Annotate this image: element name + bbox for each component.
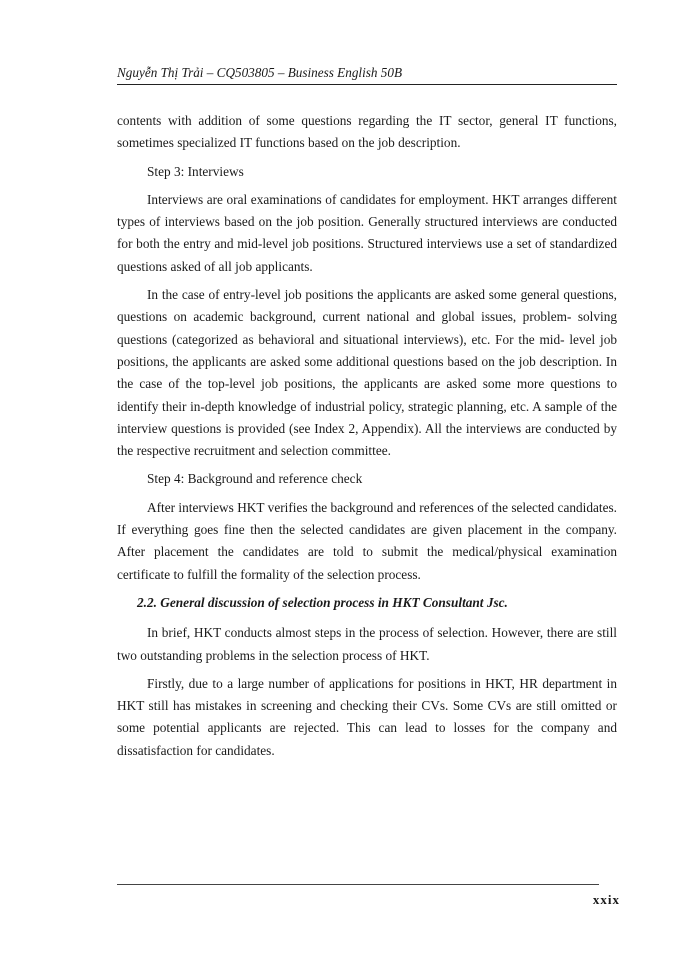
section-heading: 2.2. General discussion of selection process in HKT Consultant Jsc. [137, 594, 508, 610]
paragraph-3: In the case of entry-level job positions the applicants are asked some general questions, questions on academic background, current national and global issues, problem- solving questions (categorized as behavioral and situational interviews), etc. For the mid- level job positions, the applicants are asked some additional questions based on the job description. In the case of the top-level job positions, the applicants are asked some more questions to identify their in-depth knowledge of industrial policy, strategic planning, etc. A sample of the interview questions is provided (see Index 2, Appendix). All the interviews are conducted by the respective recruitment and selection committee. [117, 287, 617, 459]
page-body [117, 110, 617, 768]
paragraph-5: In brief, HKT conducts almost steps in the process of selection. However, there are still two outstanding problems in the selection process of HKT. [117, 625, 617, 663]
paragraph-1: contents with addition of some questions regarding the IT sector, general IT functions, sometimes specialized IT functions based on the job description. [117, 113, 617, 151]
page-number: xxix [592, 892, 620, 907]
header-rule [117, 84, 617, 85]
footer-rule [117, 884, 599, 885]
paragraph-4: After interviews HKT verifies the background and references of the selected candidates. If everything goes fine then the selected candidates are given placement in the company. After placement the candidates are told to submit the medical/physical examination certificate to fulfill the formality of the selection process. [117, 499, 617, 582]
step-4-label: Step 4: Background and reference check [147, 471, 363, 487]
paragraph-6: Firstly, due to a large number of applications for positions in HKT, HR department in HKT still has mistakes in screening and checking their CVs. Some CVs are still omitted or some potential applicants are rejected. This can lead to losses for the company and dissatisfaction for candidates. [117, 675, 617, 758]
running-header: Nguyễn Thị Trải – CQ503805 – Business English 50B [117, 65, 403, 80]
step-3-label: Step 3: Interviews [147, 163, 244, 179]
paragraph-2: Interviews are oral examinations of candidates for employment. HKT arranges different types of interviews based on the job position. Generally structured interviews are conducted for both the entry and mid-level job positions. Structured interviews use a set of standardized questions asked of all job applicants. [117, 191, 617, 274]
